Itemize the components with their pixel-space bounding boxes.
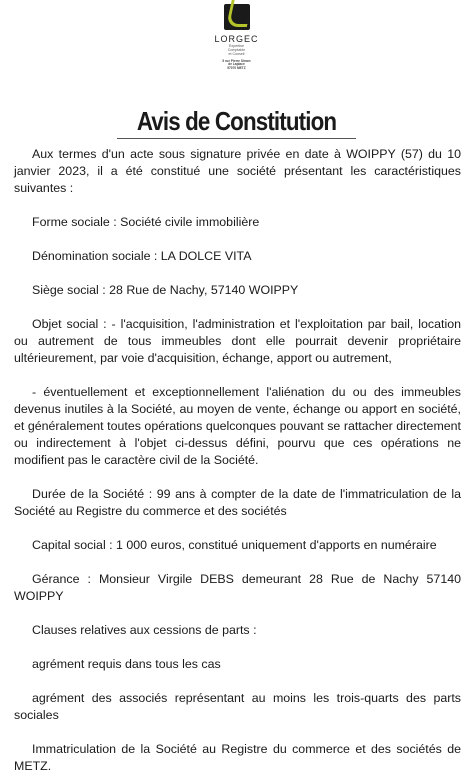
registered-office: Siège social : 28 Rue de Nachy, 57140 WOIPPY: [32, 283, 299, 297]
corporate-purpose-continued: - éventuellement et exceptionnellement l'aliénation du ou des immeubles devenus inutiles à la Société, au moyen de vente, échange ou apport en société, et généralement toutes opérations quelconques pouvant se rattacher directement ou indirectement à l'objet ci-dessus défini, pourvu que ces opérations ne modifient pas le caractère civil de la Société.: [14, 385, 461, 467]
logo-mark-icon: [224, 4, 250, 30]
duration: Durée de la Société : 99 ans à compter de la date de l'immatriculation de la Société au Registre du commerce et des sociétés: [14, 487, 461, 518]
logo-tagline: Expertise Comptable et Conseil: [227, 44, 246, 57]
notice-body: [14, 146, 461, 775]
logo-name: LORGEC: [214, 34, 259, 44]
company-name: Dénomination sociale : LA DOLCE VITA: [32, 249, 252, 263]
company-logo: [0, 4, 473, 71]
logo-address: 5 rue Pierre Simon de Laplace 57070 METZ: [222, 58, 251, 71]
share-capital: Capital social : 1 000 euros, constitué uniquement d'apports en numéraire: [32, 538, 437, 552]
corporate-purpose: Objet social : - l'acquisition, l'administration et l'exploitation par bail, location ou autrement de tous immeubles dont elle pourrait devenir propriétaire ultérieurement, par voie d'acquisition, échange, apport ou autrement,: [14, 317, 461, 365]
legal-form: Forme sociale : Société civile immobilière: [32, 215, 260, 229]
page-title: Avis de Constitution: [136, 106, 337, 136]
title-underline: [117, 138, 356, 139]
management: Gérance : Monsieur Virgile DEBS demeurant 28 Rue de Nachy 57140 WOIPPY: [14, 572, 461, 603]
registration: Immatriculation de la Société au Registre du commerce et des sociétés de METZ.: [14, 742, 461, 773]
approval-all-cases: agrément requis dans tous les cas: [32, 657, 221, 671]
transfer-clauses: Clauses relatives aux cessions de parts :: [32, 623, 257, 637]
approval-three-quarters: agrément des associés représentant au moins les trois-quarts des parts sociales: [14, 691, 461, 722]
intro-paragraph: Aux termes d'un acte sous signature privée en date à WOIPPY (57) du 10 janvier 2023, il a été constitué une société présentant les caractéristiques suivantes :: [14, 147, 461, 195]
